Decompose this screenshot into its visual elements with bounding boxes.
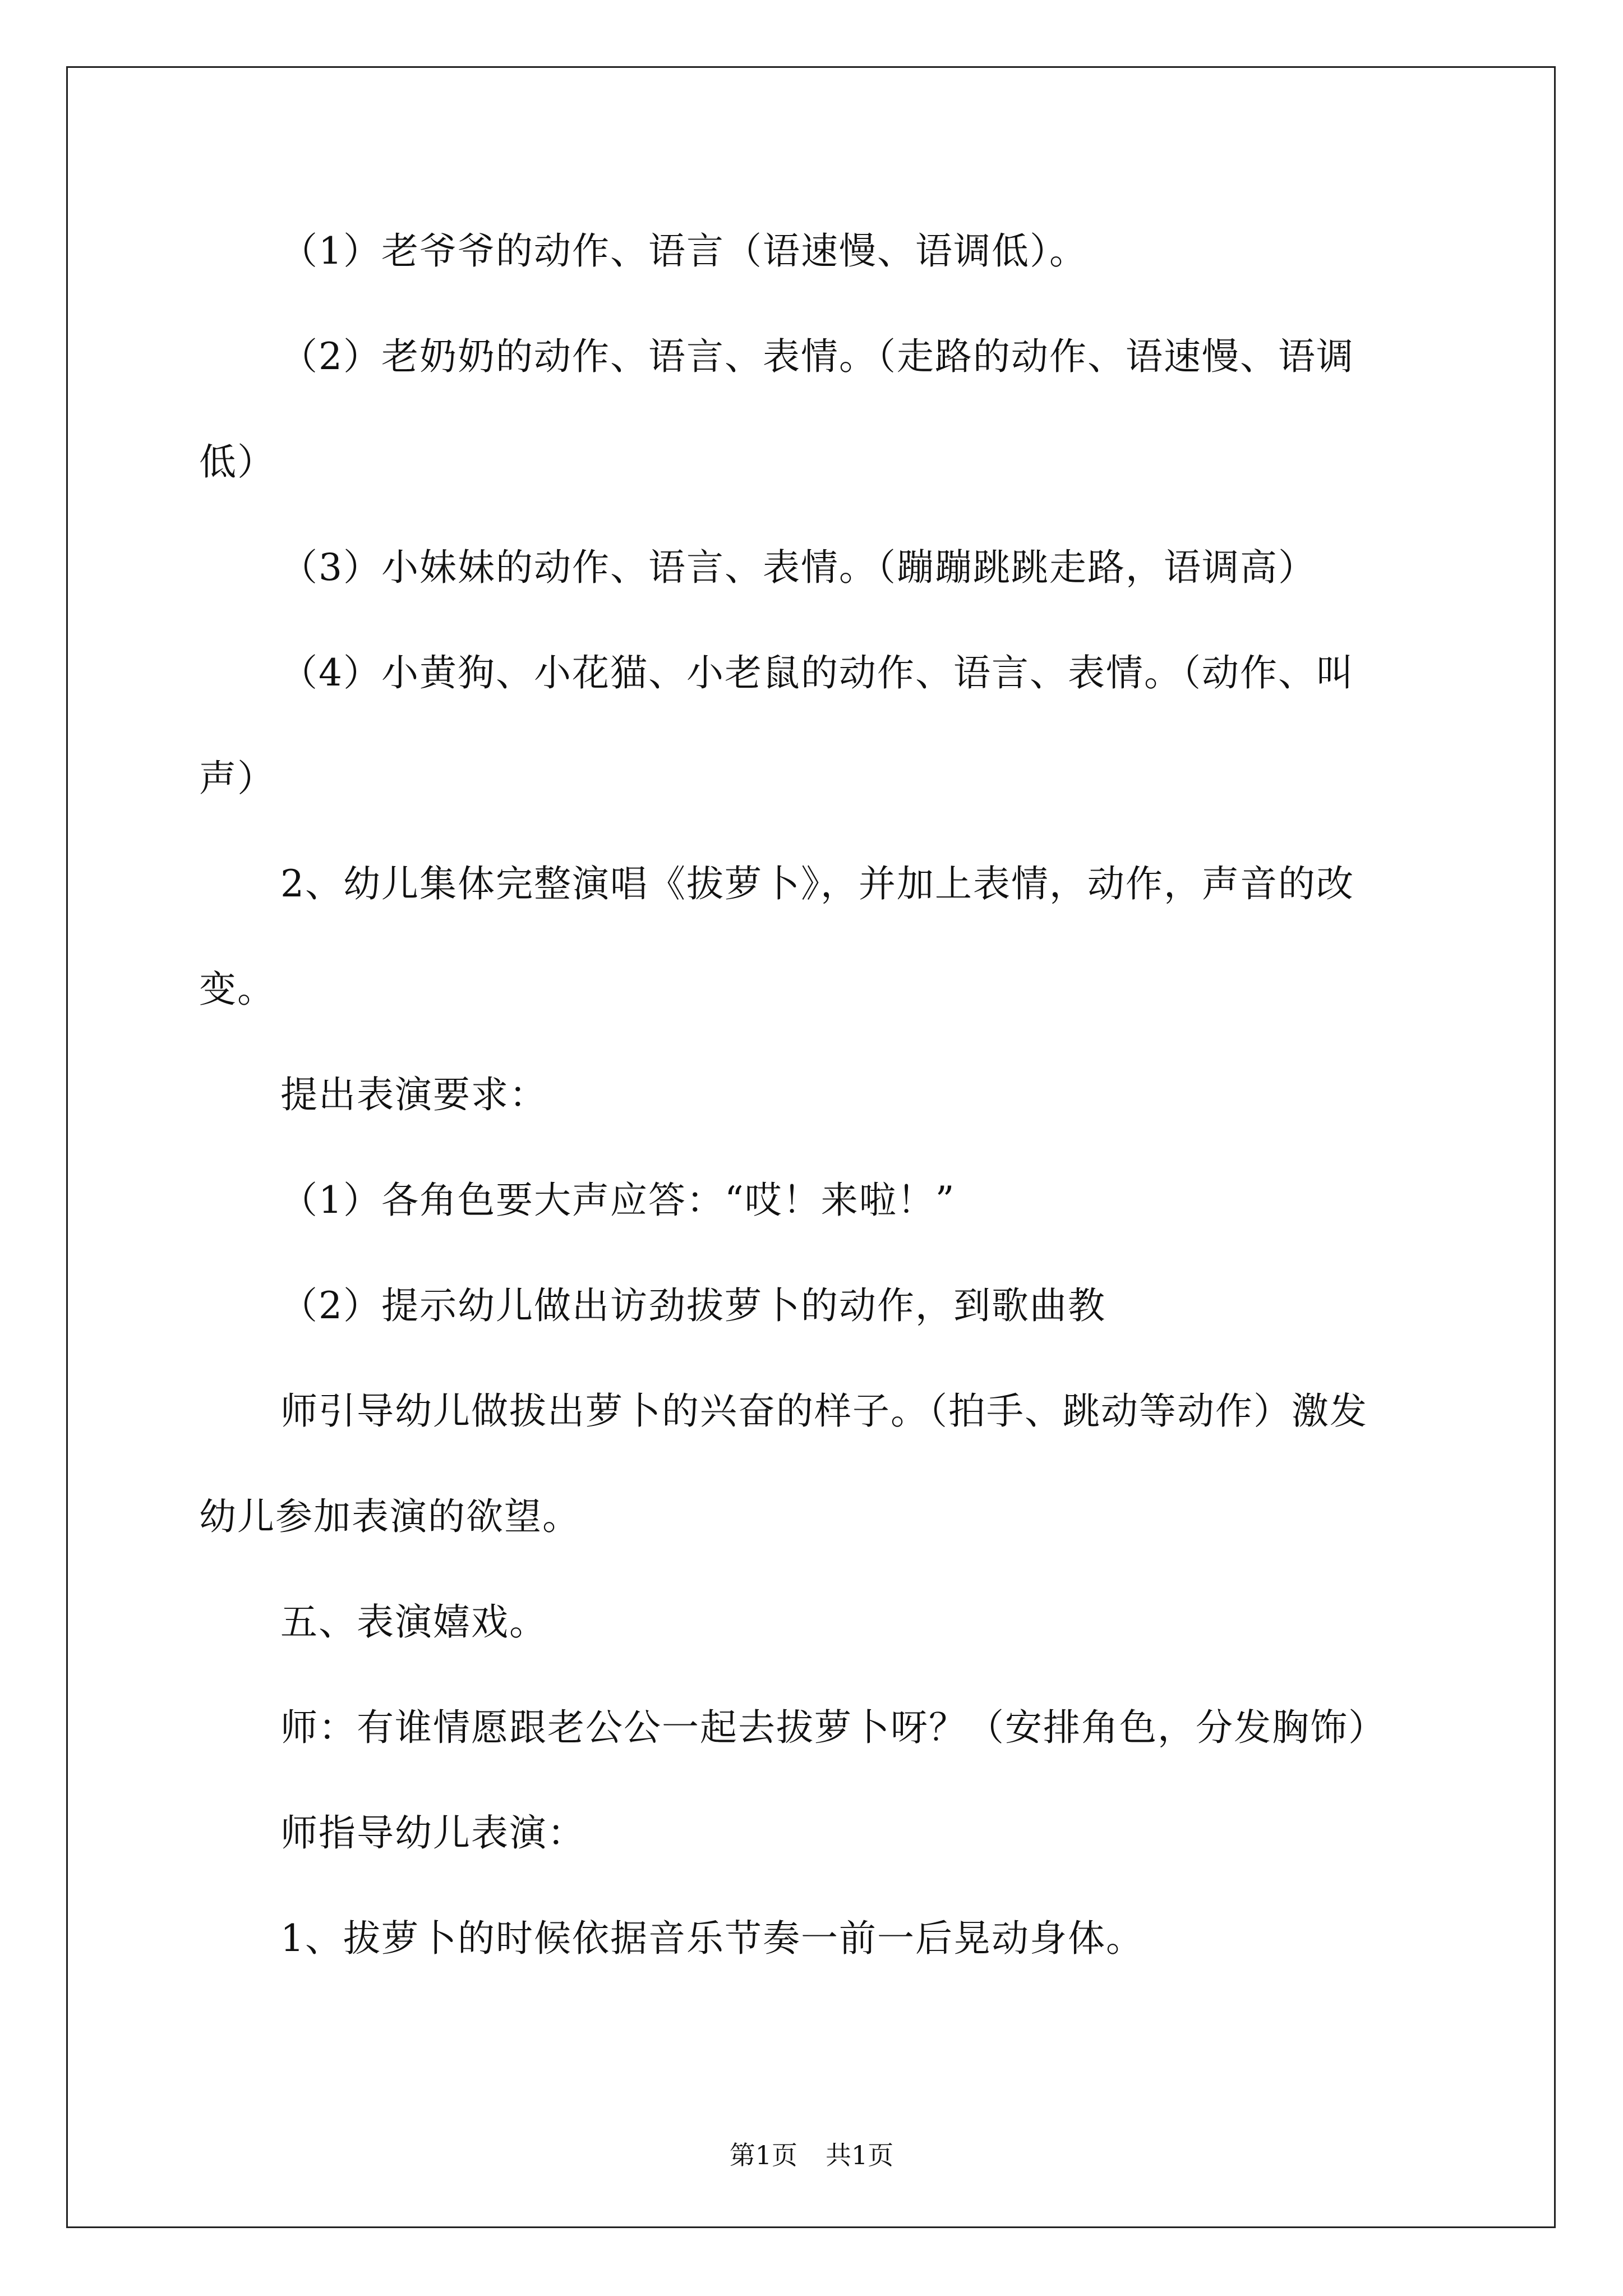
paragraph-line: 2、幼儿集体完整演唱《拔萝卜》，并加上表情，动作，声音的改 bbox=[280, 862, 1354, 905]
paragraph-line: 师指导幼儿表演： bbox=[280, 1811, 585, 1855]
paragraph-line: 声） bbox=[199, 757, 275, 800]
paragraph-line: 提出表演要求： bbox=[280, 1073, 547, 1116]
paragraph-line: （4）小黄狗、小花猫、小老鼠的动作、语言、表情。（动作、叫 bbox=[280, 651, 1354, 694]
paragraph-line: （2）老奶奶的动作、语言、表情。（走路的动作、语速慢、语调 bbox=[280, 335, 1354, 378]
paragraph-line: 1、拔萝卜的时候依据音乐节奏一前一后晃动身体。 bbox=[280, 1917, 1144, 1960]
page-footer bbox=[0, 2138, 1623, 2172]
paragraph-line: 幼儿参加表演的欲望。 bbox=[199, 1495, 580, 1538]
section-heading: 五、表演嬉戏。 bbox=[280, 1600, 547, 1644]
paragraph-line: 师引导幼儿做拔出萝卜的兴奋的样子。（拍手、跳动等动作）激发 bbox=[280, 1389, 1368, 1433]
paragraph-line: （2）提示幼儿做出访劲拔萝卜的动作，到歌曲教 bbox=[280, 1284, 1106, 1327]
paragraph-line: 师：有谁情愿跟老公公一起去拔萝卜呀？（安排角色，分发胸饰） bbox=[280, 1706, 1386, 1749]
paragraph-line: （3）小妹妹的动作、语言、表情。（蹦蹦跳跳走路，语调高） bbox=[280, 546, 1316, 589]
paragraph-line: 低） bbox=[199, 440, 275, 484]
page-total: 共1页 bbox=[826, 2140, 894, 2170]
paragraph-line: 变。 bbox=[199, 968, 275, 1011]
paragraph-line: （1）各角色要大声应答：“哎！来啦！” bbox=[280, 1179, 956, 1222]
paragraph-line: （1）老爷爷的动作、语言（语速慢、语调低）。 bbox=[280, 229, 1087, 273]
page-number: 第1页 bbox=[729, 2140, 797, 2170]
